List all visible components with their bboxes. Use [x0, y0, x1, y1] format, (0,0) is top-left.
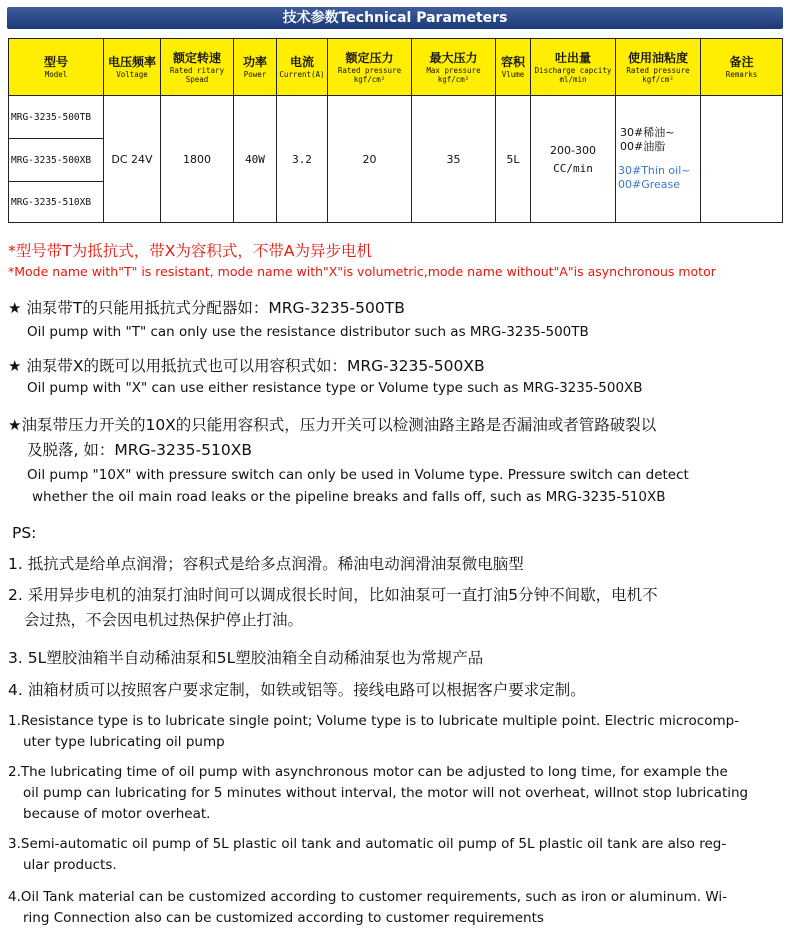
note-zh: *型号带T为抵抗式，带X为容积式，不带A为异步电机	[8, 242, 372, 260]
ps-en-6: 3.Semi-automatic oil pump of 5L plastic oil tank and automatic oil pump of 5L plastic oil tank are also reg-	[8, 836, 727, 852]
section-banner	[7, 7, 783, 29]
ps-zh-2: 2. 采用异步电机的油泵打油时间可以调成很长时间，比如油泵可一直打油5分钟不间歇，电机不	[8, 586, 658, 604]
banner-title-zh: 技术参数	[282, 10, 339, 26]
ps-en-8: 4.Oil Tank material can be customized according to customer requirements, such as iron or aluminum. Wi-	[8, 889, 728, 905]
ps-zh-3: 会过热，不会因电机过热保护停止打油。	[24, 611, 304, 629]
bullet-3-en-2: whether the oil main road leaks or the pipeline breaks and falls off, such as MRG-3235-510XB	[32, 489, 666, 505]
viscosity-zh-2: 00#油脂	[620, 140, 666, 153]
bullet-1-zh	[8, 296, 405, 318]
bullet-3-zh-1	[8, 413, 656, 435]
star-icon: ★	[8, 357, 22, 375]
star-icon: ★	[8, 416, 22, 434]
volume-cell: 5L	[496, 96, 531, 223]
discharge-range: 200-300	[550, 143, 596, 157]
table-header-row	[9, 39, 783, 96]
banner-title-en: Technical Parameters	[338, 10, 508, 26]
discharge-unit: CC/min	[553, 161, 593, 175]
model-cell: MRG-3235-510XB	[9, 182, 104, 223]
ps-en-4: oil pump can lubricating for 5 minutes without interval, the motor will not overheat, willnot stop lubricating	[23, 785, 749, 801]
header-cell-current: 电流 Current(A)	[277, 39, 328, 96]
model-cell: MRG-3235-500TB	[9, 96, 104, 139]
header-cell-voltage: 电压频率 Voltage	[104, 39, 161, 96]
header-cell-volume: 容积 Vlume	[496, 39, 531, 96]
bullet-2-zh	[8, 354, 485, 376]
star-icon: ★	[8, 299, 22, 317]
header-cell-remarks: 备注 Remarks	[701, 39, 783, 96]
ps-en-3: 2.The lubricating time of oil pump with asynchronous motor can be adjusted to long time, for example the	[8, 764, 728, 780]
speed-cell: 1800	[161, 96, 234, 223]
remarks-cell	[701, 96, 783, 223]
bullet-3-zh-text: 油泵带压力开关的10X的只能用容积式，压力开关可以检测油路主路是否漏油或者管路破裂以	[21, 416, 657, 434]
bullet-1-zh-text: 油泵带T的只能用抵抗式分配器如：MRG-3235-500TB	[26, 299, 405, 317]
table-row	[9, 96, 783, 139]
bullet-2-en: Oil pump with "X" can use either resistance type or Volume type such as MRG-3235-500XB	[27, 380, 643, 396]
ps-en-9: ring Connection also can be customized according to customer requirements	[23, 910, 544, 926]
ps-en-1: 1.Resistance type is to lubricate single point; Volume type is to lubricate multiple point. Electric microcomp-	[8, 713, 740, 729]
header-cell-viscosity: 使用油粘度 Rated pressure kgf/cm²	[616, 39, 701, 96]
header-cell-rated-pressure: 额定压力 Rated pressure kgf/cm²	[328, 39, 412, 96]
header-cell-model: 型号 Model	[9, 39, 104, 96]
viscosity-en-2: 00#Grease	[618, 178, 681, 191]
ps-zh-1: 1. 抵抗式是给单点润滑；容积式是给多点润滑。稀油电动润滑油泵微电脑型	[8, 555, 524, 573]
note-en: *Mode name with"T" is resistant, mode name with"X"is volumetric,mode name without"A"is asynchronous motor	[8, 264, 716, 279]
ps-zh-4: 3. 5L塑胶油箱半自动稀油泵和5L塑胶油箱全自动稀油泵也为常规产品	[8, 649, 484, 667]
current-cell: 3.2	[277, 96, 328, 223]
rated-pressure-cell: 20	[328, 96, 412, 223]
discharge-cell	[531, 96, 616, 223]
ps-en-5: because of motor overheat.	[23, 806, 211, 822]
viscosity-en-1: 30#Thin oil~	[618, 164, 691, 177]
model-cell: MRG-3235-500XB	[9, 139, 104, 182]
power-cell: 40W	[234, 96, 277, 223]
ps-en-2: uter type lubricating oil pump	[23, 734, 225, 750]
bullet-1-en: Oil pump with "T" can only use the resistance distributor such as MRG-3235-500TB	[27, 324, 589, 340]
header-cell-power: 功率 Power	[234, 39, 277, 96]
bullet-3-en-1: Oil pump "10X" with pressure switch can only be used in Volume type. Pressure switch can detect	[27, 467, 689, 483]
viscosity-zh-1: 30#稀油~	[620, 126, 675, 139]
bullet-2-zh-text: 油泵带X的既可以用抵抗式也可以用容积式如：MRG-3235-500XB	[26, 357, 485, 375]
ps-zh-5: 4. 油箱材质可以按照客户要求定制，如铁或铝等。接线电路可以根据客户要求定制。	[8, 681, 586, 699]
viscosity-cell	[616, 96, 701, 223]
ps-label: PS:	[12, 524, 37, 542]
max-pressure-cell: 35	[412, 96, 496, 223]
bullet-3-zh-2: 及脱落, 如：MRG-3235-510XB	[27, 441, 252, 459]
voltage-cell: DC 24V	[104, 96, 161, 223]
header-cell-max-pressure: 最大压力 Max pressure kgf/cm²	[412, 39, 496, 96]
header-cell-discharge: 吐出量 Discharge capcity ml/min	[531, 39, 616, 96]
header-cell-speed: 额定转速 Rated ritary Spead	[161, 39, 234, 96]
spec-table	[8, 38, 783, 223]
ps-en-7: ular products.	[23, 857, 117, 873]
